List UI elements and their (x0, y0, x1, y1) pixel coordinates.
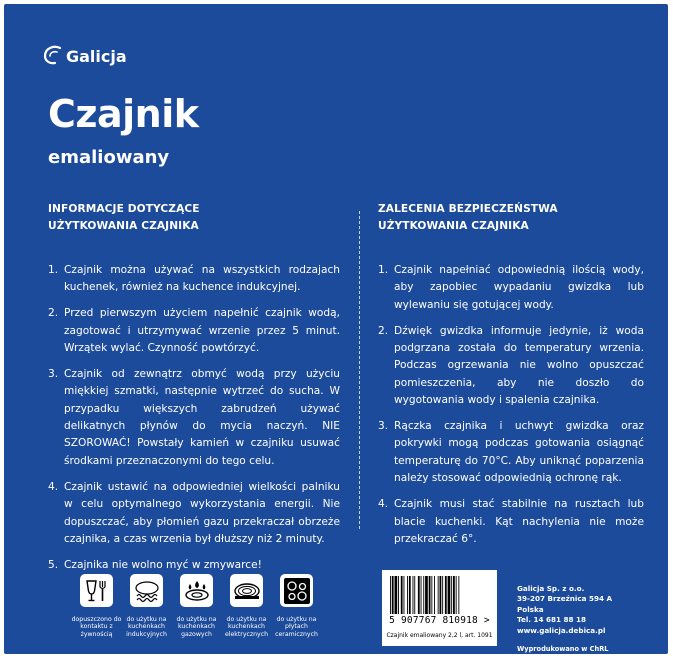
company-line: 39-207 Brzeźnica 594 A (517, 594, 613, 604)
company-info (517, 584, 612, 636)
product-subtitle: emaliowany (48, 147, 170, 168)
barcode-bar (407, 576, 408, 614)
barcode-bar (453, 576, 455, 614)
list-item: 3. Czajnik od zewnątrz obmyć wodą przy użyciu miękkiej szmatki, następnie wytrzeć do sucha. W przypadku większych zabrudzeń używać delikatnych płynów do mycia naczyń. NIE SZOROWAĆ! Powstały kamień w czajniku usuwać środkami przeznaczonymi do tego celu. (48, 367, 340, 467)
induction-coil-icon (133, 578, 161, 604)
barcode-bar (429, 576, 431, 614)
barcode-bar (423, 576, 424, 614)
barcode-bar (413, 576, 414, 614)
icon-caption: do użytku na kuchenkach indukcyjnych (126, 616, 167, 638)
barcode-bar (440, 576, 442, 614)
company-line: Galicja Sp. z o.o. (517, 584, 585, 593)
galicja-swirl-icon (42, 44, 64, 66)
column-divider (359, 211, 360, 529)
icon-caption: do użytku na kuchenkach elektrycznych (224, 616, 269, 638)
icon-induction (126, 574, 167, 638)
barcode-caption: Czajnik emaliowany 2,2 l, art. 1091 (386, 632, 493, 639)
barcode-bar (458, 576, 459, 614)
usage-info-column (48, 201, 340, 583)
barcode-bar (392, 576, 394, 614)
safety-list (378, 262, 644, 549)
list-item: 4. Czajnik musi stać stabilnie na rusztach lub blacie kuchenki. Kąt nachylenia nie może przekraczać 6°. (378, 498, 644, 545)
barcode-bar (442, 576, 443, 614)
list-item: 3. Rączka czajnika i uchwyt gwizdka oraz pokrywki mogą podczas gotowania osiągnąć temperaturę do 70°C. Aby uniknąć poparzenia należy stosować odpowiednią ochronę rąk. (378, 420, 644, 485)
barcode-bar (414, 576, 415, 614)
label-panel (4, 4, 668, 654)
barcode-bar (398, 576, 399, 614)
list-item: 1. Czajnik można używać na wszystkich rodzajach kuchenek, również na kuchence indukcyjnej. (48, 263, 340, 294)
icon-caption: do użytku na kuchenkach gazowych (176, 616, 217, 638)
product-title: Czajnik (48, 92, 199, 136)
barcode-bar (390, 576, 391, 614)
made-in-text: Wyprodukowano w ChRL (517, 645, 609, 653)
glass-fork-icon (84, 578, 110, 604)
brand-logo (42, 44, 127, 66)
barcode-bar (401, 576, 403, 614)
barcode-bar (418, 576, 420, 614)
icon-caption: do użytku na płytach ceramicznych (275, 616, 318, 638)
icon-gas (176, 574, 217, 638)
brand-name: Galicja (66, 46, 127, 66)
ceramic-hob-icon (283, 577, 311, 605)
icon-ceramic (276, 574, 317, 638)
gas-burner-icon (183, 578, 211, 604)
electric-plate-icon (233, 578, 261, 604)
usage-info-list (48, 262, 340, 575)
barcode-bar (395, 576, 398, 614)
barcode-bar (425, 576, 428, 614)
barcode-bar (421, 576, 422, 614)
icon-food-contact (71, 574, 122, 638)
safety-heading: ZALECENIA BEZPIECZEŃSTWA UŻYTKOWANIA CZAJNIKA (378, 203, 558, 233)
barcode-bar (438, 576, 439, 614)
barcode-bar (448, 576, 451, 614)
barcode-bar (456, 576, 457, 614)
barcode-bar (431, 576, 432, 614)
list-item: 5. Czajnika nie wolno myć w zmywarce! (48, 558, 262, 571)
list-item: 2. Przed pierwszym użyciem napełnić czajnik wodą, zagotować i utrzymywać wrzenie przez 5 minut. Wrzątek wylać. Czynność powtórzyć. (48, 307, 340, 354)
barcode-bar (409, 576, 411, 614)
usage-info-heading: INFORMACJE DOTYCZĄCE UŻYTKOWANIA CZAJNIKA (48, 203, 200, 233)
barcode-label (382, 570, 497, 646)
icon-electric (226, 574, 267, 638)
barcode-bar (445, 576, 447, 614)
list-item: 1. Czajnik napełniać odpowiednią ilością wody, aby zapobiec wypadaniu gwizdka lub wylewaniu się gotującej wody. (378, 263, 644, 311)
barcode-bar (434, 576, 435, 614)
company-line: Tel. 14 681 88 18 (517, 615, 587, 625)
barcode-bar (404, 576, 405, 614)
barcode-digits: 5 907767 810918 > (389, 615, 490, 626)
list-item: 4. Czajnik ustawić na odpowiedniej wielkości palniku w celu optymalnego wykorzystania energii. Nie dopuszczać, aby płomień gazu przekraczał obrzeże czajnika, a czas wrzenia był dłuższy niż 2 minuty. (48, 480, 340, 545)
barcode-bar (451, 576, 452, 614)
company-line: Polska (517, 604, 544, 614)
barcode-bars (388, 576, 491, 616)
usage-icons (71, 574, 318, 638)
list-item: 2. Dźwięk gwizdka informuje jedynie, iż woda podgrzana została do temperatury wrzenia. Podczas ogrzewania nie wolno opuszczać pomieszczenia, aby nie doszło do wygotowania wody i spalenia czajnika. (378, 324, 644, 407)
icon-caption: dopuszczono do kontaktu z żywnością (71, 616, 122, 638)
company-website: www.galicja.debica.pl (517, 625, 606, 635)
safety-column (378, 201, 644, 557)
